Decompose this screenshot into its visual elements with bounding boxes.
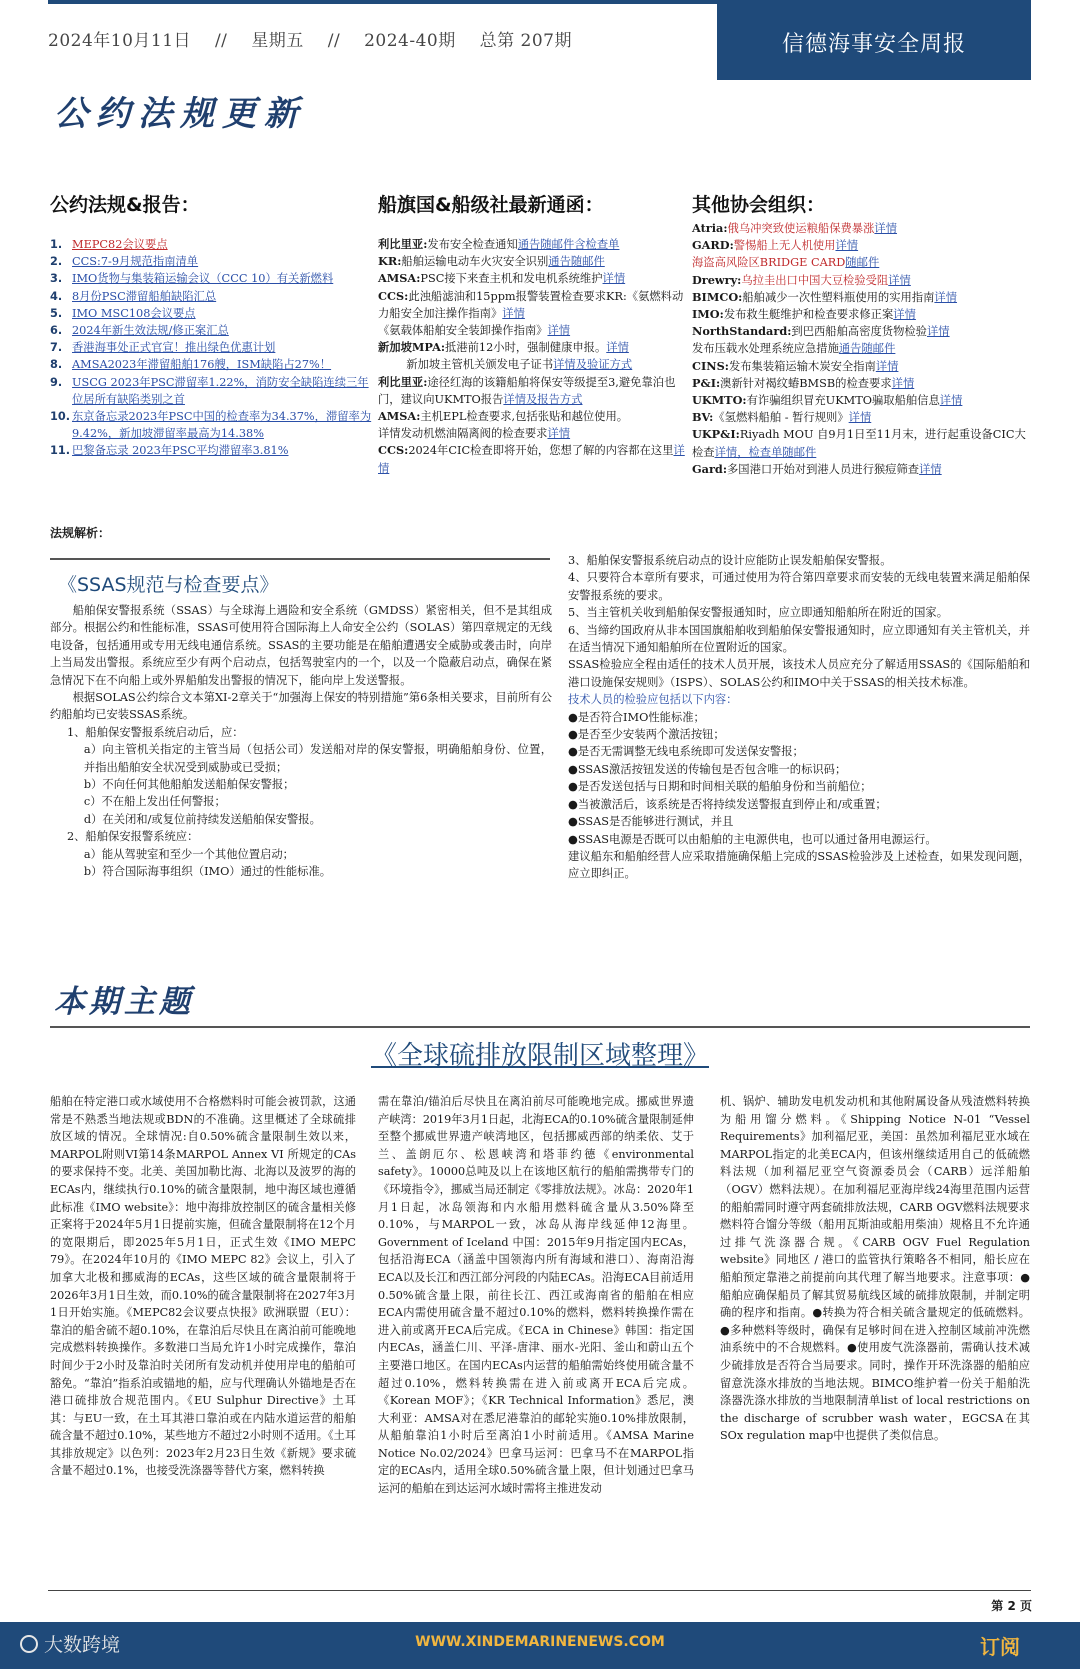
paragraph: 需在靠泊/锚泊后尽快且在离泊前尽可能晚地完成。挪威世界遗产峡湾：2019年3月1日起，北海ECA的0.10%硫含量限制延伸至整个挪威世界遗产峡湾地区，包括挪威西部的纳柔依、艾于兰、盖朗厄尔、松恩峡湾和塔菲约德《environmental safety》。10000总吨及以上在该地区航行的船舶需携带专门的《环境指令》，挪威当局还制定《零排放法规》。冰岛：2020年1月1日起，冰岛领海和内水船用燃料硫含量从3.50%降至0.10%，与MARPOL一致，冰岛从海岸线延伸12海里。Government of Iceland 中国：2015年9月指定国内ECAs，包括沿海ECA（涵盖中国领海内所有海域和港口）、海南沿海ECA以及长江和西江部分河段的内陆ECAs。沿海ECA目前适用0.50%硫含量上限，前往长江、西江或海南省的船舶在相应ECA内需使用硫含量不超过0.10%的燃料，燃料转换操作需在进入前或离开ECA后完成。《ECA in Chinese》韩国：指定国内ECAs，涵盖仁川、平泽-唐津、丽水-光阳、釜山和蔚山五个主要港口地区。在国内ECAs内运营的船舶需始终使用硫含量不超过0.10%，燃料转换需在进入前或离开ECA后完成。《Korean MOF》；《KR Technical Information》悉尼，澳大利亚：AMSA对在悉尼港靠泊的邮轮实施0.10%排放限制，从船舶靠泊1小时后至离泊1小时前适用。《AMSA Marine Notice No.02/2024》巴拿马运河：巴拿马不在MARPOL指定的ECAs内，适用全球0.50%硫含量上限，但计划通过巴拿马运河的船舶在到达运河水域时需将主推进发动 <box>378 1095 694 1496</box>
notice-link[interactable]: 通告随邮件含检查单 <box>517 238 620 251</box>
notice-line: CCS:此浊船滤油和15ppm报警装置检查要求KR:《氨燃料动力船安全加注操作指南》详情 <box>378 288 684 320</box>
association-line: Gard:多国港口开始对到港人员进行猴痘筛查详情 <box>692 461 942 476</box>
list-item[interactable]: 1. MEPC82会议要点 <box>50 236 372 253</box>
association-line: IMO:发布救生艇维护和检查要求修正案详情 <box>692 307 916 322</box>
paragraph: 技术人员的检验应包括以下内容： <box>568 693 738 707</box>
list-item[interactable]: 8. AMSA2023年滞留船舶176艘，ISM缺陷占27%！ <box>50 356 372 373</box>
association-link[interactable]: 详情，检查单随邮件 <box>714 445 817 459</box>
paragraph: 5、当主管机关收到船舶保安警报通知时，应立即通知船舶所在附近的国家。 <box>568 606 948 620</box>
section-title-regulations: 公约法规更新 <box>54 94 306 134</box>
notice-line: 利比里亚:发布安全检查通知通告随邮件含检查单 <box>378 237 620 251</box>
notice-link[interactable]: 详情 <box>606 341 629 355</box>
association-link[interactable]: 详情 <box>875 359 899 373</box>
paragraph: ●SSAS是否能够进行测试，并且 <box>568 815 734 829</box>
paragraph: 6、当缔约国政府从非本国国旗船舶收到船舶保安警报通知时，应立即通知有关主管机关，并在适当情况下通知船舶所在位置附近的国家。 <box>568 623 1030 655</box>
association-line: UKMTO:有诈骗组织冒充UKMTO骗取船舶信息详情 <box>692 393 963 408</box>
total-issue: 总第 207期 <box>479 31 572 51</box>
list-item[interactable]: 5. IMO MSC108会议要点 <box>50 305 372 322</box>
report-link[interactable]: 香港海事处正式官宣！推出绿色优惠计划 <box>72 341 276 355</box>
paragraph: c）不在船上发出任何警报； <box>83 795 226 809</box>
paragraph: 2、船舶保安报警系统应： <box>66 830 199 844</box>
association-line: Drewry:乌拉圭出口中国大豆检验受阻详情 <box>692 272 911 287</box>
paragraph: a）能从驾驶室和至少一个其他位置启动； <box>83 847 294 861</box>
separator: // <box>327 31 341 51</box>
paragraph: 1、船舶保安警报系统启动后，应： <box>66 725 244 739</box>
website-link[interactable]: WWW.XINDEMARINENEWS.COM <box>415 1634 665 1650</box>
paragraph: a）向主管机关指定的主管当局（包括公司）发送船对岸的保安警报，明确船舶身份、位置，并指出船舶安全状况受到威胁或已受损； <box>83 743 552 774</box>
list-item[interactable]: 9. USCG 2023年PSC滞留率1.22%，消防安全缺陷连续三年位居所有缺陷类别之首 <box>50 374 372 408</box>
association-line: GARD:警惕船上无人机使用详情 <box>692 238 859 253</box>
paragraph: ●是否符合IMO性能标准； <box>568 710 705 724</box>
notice-link[interactable]: 详情 <box>378 444 685 475</box>
separator: // <box>214 31 228 51</box>
paragraph: ●是否无需调整无线电系统即可发送保安警报； <box>568 745 804 759</box>
list-item[interactable]: 7. 香港海事处正式官宣！推出绿色优惠计划 <box>50 339 372 356</box>
notice-link[interactable]: 详情 <box>602 272 626 286</box>
ssas-left-column <box>50 602 552 881</box>
notice-line: 详情发动机燃油隔离阀的检查要求详情 <box>378 427 571 441</box>
topic-title-link[interactable]: 《全球硫排放限制区域整理》 <box>370 1041 709 1071</box>
topic-column-2 <box>378 1093 694 1498</box>
report-link[interactable]: MEPC82会议要点 <box>72 238 168 251</box>
association-line: BV:《氢燃料船舶 - 暂行规则》详情 <box>692 410 872 425</box>
paragraph: 根据SOLAS公约综合文本第XI-2章关于“加强海上保安的特别措施”第6条相关要求，目前所有公约船舶均已安装SSAS系统。 <box>50 691 552 722</box>
association-line: Atria:俄乌冲突致使运粮船保费暴涨详情 <box>692 221 898 235</box>
divider <box>48 1590 1031 1591</box>
association-line: BIMCO:船舶减少一次性塑料瓶使用的实用指南详情 <box>692 289 958 304</box>
notice-line: 《氨载体船舶安全装卸操作指南》详情 <box>378 324 571 338</box>
association-link[interactable]: 详情 <box>891 376 915 390</box>
divider <box>50 1026 1030 1028</box>
association-line: 发布压载水处理系统应急措施通告随邮件 <box>692 342 896 356</box>
paragraph: ●SSAS激活按钮发送的传输包是否包含唯一的标识码； <box>568 762 847 776</box>
association-line: 海盗高风险区BRIDGE CARD随邮件 <box>692 256 880 270</box>
report-link[interactable]: 2024年新生效法规/修正案汇总 <box>72 324 229 338</box>
list-item[interactable]: 4. 8月份PSC滞留船舶缺陷汇总 <box>50 288 372 305</box>
list-item[interactable]: 3. IMO货物与集装箱运输会议（CCC 10）有关新燃料 <box>50 270 372 287</box>
paragraph: SSAS检验应全程由适任的技术人员开展，该技术人员应充分了解适用SSAS的《国际船舶和港口设施保安规则》（ISPS）、SOLAS公约和IMO中关于SSAS的相关技术标准。 <box>568 658 1030 689</box>
brand-title: 信德海事安全周报 <box>781 31 966 57</box>
list-item[interactable]: 6. 2024年新生效法规/修正案汇总 <box>50 322 372 339</box>
notice-line: 利比里亚:途径红海的该籍船舶将保安等级提至3,避免靠泊也门，建议向UKMTO报告详情及报告方式 <box>378 374 676 406</box>
paragraph: b）符合国际海事组织（IMO）通过的性能标准。 <box>83 865 332 879</box>
page-number: 第 2 页 <box>991 1599 1032 1613</box>
col2-heading: 船旗国&船级社最新通函： <box>378 194 604 216</box>
ssas-right-column <box>568 552 1030 883</box>
issue-number: 2024-40期 <box>364 31 456 51</box>
header-meta <box>48 26 590 51</box>
col1-heading: 公约法规&报告： <box>50 194 200 216</box>
report-link[interactable]: 8月份PSC滞留船舶缺陷汇总 <box>72 289 217 303</box>
publication-brand <box>717 4 1031 80</box>
report-link[interactable]: 东京备忘录2023年PSC中国的检查率为34.37%，滞留率为9.42%，新加坡滞留率最高为14.38% <box>72 410 372 441</box>
ssas-title[interactable]: 《SSAS规范与检查要点》 <box>58 574 279 596</box>
notice-link[interactable]: 通告随邮件 <box>548 255 605 269</box>
association-link[interactable]: 随邮件 <box>845 256 880 270</box>
notice-line: AMSA:主机EPL检查要求,包括张贴和越位使用。 <box>378 409 629 424</box>
notice-link[interactable]: 详情 <box>502 306 525 320</box>
association-link[interactable]: 详情 <box>926 325 950 339</box>
association-link[interactable]: 详情 <box>939 394 963 408</box>
report-link[interactable]: CCS:7-9月规范指南清单 <box>72 255 199 269</box>
paragraph: b）不向任何其他船舶发送船舶保安警报； <box>83 778 295 792</box>
paragraph: ●是否发送包括与日期和时间相关联的船舶身份和当前船位； <box>568 780 872 794</box>
report-link[interactable]: USCG 2023年PSC滞留率1.22%，消防安全缺陷连续三年位居所有缺陷类别之首 <box>72 375 369 406</box>
association-link[interactable]: 通告随邮件 <box>838 342 896 356</box>
paragraph: 机、锅炉、辅助发电机发动机和其他附属设备从残渣燃料转换为船用馏分燃料。《Shipping Notice N-01 “Vessel Requirements》加利福尼亚，美国：虽然加利福尼亚水域在MARPOL指定的北美ECA内，但该州继续适用自己的低硫燃料法规（加利福尼亚空气资源委员会（CARB）远洋船舶（OGV）燃料法规）。在加利福尼亚海岸线24海里范围内运营的船舶需同时遵守两套硫排放法规，CARB OGV燃料法规要求燃料符合馏分等级（船用瓦斯油或船用柴油）规格且不允许通过排气洗涤器合规。《CARB OGV Fuel Regulation website》同地区 / 港口的监管执行策略各不相同，船长应在船舶预定靠港之前提前向其代理了解当地要求。注意事项：●船舶应确保船员了解其贸易航线区域的硫排放限制，并制定明确的程序和指南。●转换为符合相关硫含量规定的低硫燃料。●多种燃料等级时，确保有足够时间在进入控制区域前冲洗燃油系统中的不合规燃料。●使用废气洗涤器前，需确认技术减少硫排放是否符合当局要求。同时，操作开环洗涤器的船舶应留意洗涤水排放的当地法规。BIMCO维护着一份关于船舶洗涤器洗涤水排放的当地限制清单list of local restrictions on the discharge of scrubber wash water，EGCSA在其SOx regulation map中也提供了类似信息。 <box>720 1095 1030 1443</box>
paragraph: ●是否至少安装两个激活按钮； <box>568 728 725 742</box>
notice-line: KR:船舶运输电动车火灾安全识别通告随邮件 <box>378 254 605 269</box>
notice-line: AMSA:PSC接下来查主机和发电机系统维护详情 <box>378 271 626 286</box>
paragraph: ●SSAS电源是否既可以由船舶的主电源供电，也可以通过备用电源运行。 <box>568 832 937 846</box>
paragraph: 4、只要符合本章所有要求，可通过使用为符合第四章要求而安装的无线电装置来满足船舶保安警报系统的要求。 <box>568 571 1030 602</box>
topic-column-3 <box>720 1093 1030 1445</box>
association-line: UKP&I:Riyadh MOU 自9月1日至11月末，进行起重设备CIC大检查详情，检查单随邮件 <box>692 427 1026 459</box>
notice-link[interactable]: 详情及报告方式 <box>503 392 583 406</box>
notice-line: 新加坡MPA:抵港前12小时，强制健康申报。详情 <box>378 340 629 355</box>
report-link[interactable]: 巴黎备忘录 2023年PSC平均滞留率3.81% <box>72 444 289 458</box>
report-link[interactable]: IMO货物与集装箱运输会议（CCC 10）有关新燃料 <box>72 272 334 286</box>
notice-link[interactable]: 详情 <box>547 324 571 338</box>
col3-heading: 其他协会组织： <box>692 194 826 216</box>
list-item[interactable]: 10. 东京备忘录2023年PSC中国的检查率为34.37%，滞留率为9.42%，新加坡滞留率最高为14.38% <box>50 408 372 442</box>
association-link[interactable]: 详情 <box>919 462 942 476</box>
association-link[interactable]: 详情 <box>934 290 958 304</box>
paragraph: 船舶保安警报系统（SSAS）与全球海上遇险和安全系统（GMDSS）紧密相关，但不是其组成部分。根据公约和性能标准，SSAS可使用符合国际海上人命安全公约（SOLAS）第四章规定的无线电设备，包括通用或专用无线电通信系统。SSAS的主要功能是在船舶遭遇安全威胁或袭击时，向岸上当局发出警报。系统应至少有两个启动点，包括驾驶室内的一个，以及一个隐蔽启动点，确保在紧急情况下在不向船上或外界船舶发出警报的情况下，能向岸上发送警报。 <box>50 604 552 687</box>
notice-link[interactable]: 详情及验证方式 <box>553 358 633 372</box>
analysis-label: 法规解析： <box>50 526 111 540</box>
notice-line: 新加坡主管机关颁发电子证书详情及验证方式 <box>406 358 633 372</box>
report-link[interactable]: IMO MSC108会议要点 <box>72 306 196 320</box>
list-item[interactable]: 2. CCS:7-9月规范指南清单 <box>50 253 372 270</box>
association-link[interactable]: 详情 <box>835 239 859 253</box>
subscribe-button[interactable]: 订阅 <box>980 1635 1020 1659</box>
divider <box>50 558 550 560</box>
association-notices <box>692 220 1032 478</box>
paragraph: ●当被激活后，该系统是否将持续发送警报直到停止和/或重置； <box>568 797 887 811</box>
notice-line: CCS:2024年CIC检查即将开始，您想了解的内容都在这里详情 <box>378 443 685 475</box>
logo-text: 大数跨境 <box>44 1634 121 1656</box>
paragraph: d）在关闭和/或复位前持续发送船舶保安警报。 <box>83 812 321 826</box>
association-link[interactable]: 详情 <box>888 273 911 287</box>
list-item[interactable]: 11. 巴黎备忘录 2023年PSC平均滞留率3.81% <box>50 442 372 459</box>
report-link[interactable]: AMSA2023年滞留船舶176艘，ISM缺陷占27%！ <box>72 358 332 372</box>
association-line: P&I:澳新针对褐纹蝽BMSB的检查要求详情 <box>692 375 915 390</box>
section-title-topic: 本期主题 <box>54 984 194 1020</box>
issue-date: 2024年10月11日 <box>48 31 192 51</box>
notice-link[interactable]: 详情 <box>547 427 571 441</box>
paragraph: 船舶在特定港口或水域使用不合格燃料时可能会被罚款，这通常是不熟悉当地法规或BDN的不准确。这里概述了全球硫排放区域的情况。全球情况:自0.50%硫含量限制生效以来，MARPOL附则VI第14条MARPOL Annex VI 所规定的CAs的要求保持不变。北美、美国加勒比海、北海以及波罗的海的ECAs内，继续执行0.10%的硫含量限制，地中海区域也遵循此标准《IMO website》：地中海排放控制区的硫含量相关修正案将于2024年5月1日提前实施，但硫含量限制将在12个月的宽限期后，即2025年5月1日，正式生效《IMO MEPC 79》。在2024年10月的《IMO MEPC 82》会议上，引入了加拿大北极和挪威海的ECAs，这些区域的硫含量限制将于2026年3月1日生效，而0.10%的硫含量限制将在2027年3月1日开始实施。《MEPC82会议要点快报》欧洲联盟（EU）：靠泊的船舍硫不超0.10%，在靠泊后尽快且在离泊前可能晚地完成燃料转换操作。多数港口当局允许1小时完成操作，靠泊时间少于2小时及靠泊时关闭所有发动机并使用岸电的船舶可豁免。“靠泊”指系泊或锚地的船，应与代理确认外锚地是否在港口硫排放合规范围内。《EU Sulphur Directive》土耳其：与EU一致，在土耳其港口靠泊或在内陆水道运营的船舶硫含量不超过0.10%，某些地方不超过2小时则不适用。《土耳其排放规定》以色列：2023年2月23日生效《新规》要求硫含量不超过0.1%，也接受洗涤器等替代方案，燃料转换 <box>50 1095 356 1478</box>
association-line: CINS:发布集装箱运输木炭安全指南详情 <box>692 358 899 373</box>
association-link[interactable]: 详情 <box>874 222 898 235</box>
association-link[interactable]: 详情 <box>848 411 872 425</box>
flag-state-notices <box>378 236 690 477</box>
association-link[interactable]: 详情 <box>893 308 916 322</box>
paragraph: 建议船东和船舶经营人应采取措施确保船上完成的SSAS检验涉及上述检查，如果发现问题，应立即纠正。 <box>568 849 1030 881</box>
weekday: 星期五 <box>251 31 304 51</box>
association-line: NorthStandard:到巴西船舶高密度货物检验详情 <box>692 324 950 339</box>
regulation-report-list <box>50 236 372 460</box>
topic-column-1 <box>50 1093 356 1480</box>
paragraph: 3、船舶保安警报系统启动点的设计应能防止误发船舶保安警报。 <box>568 554 892 567</box>
